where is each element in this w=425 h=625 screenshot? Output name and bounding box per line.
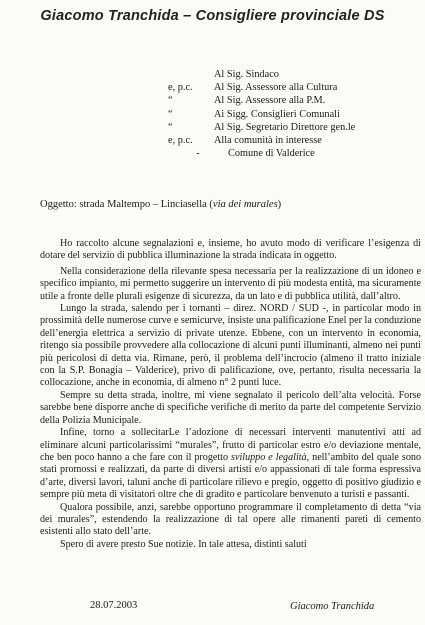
paragraph: [40, 427, 421, 501]
subject-close: ): [277, 199, 282, 210]
recipient-name: Al Sig. Sindaco: [214, 69, 279, 80]
paragraph: Sempre su detta strada, inoltre, mi viene segnalato il pericolo dell’alta velocità. Forse sarebbe bene disporre anche di specifiche verifiche di merito da parte del competente Servizio della Polizia Municipale.: [40, 389, 421, 426]
recipient-row: [168, 81, 418, 94]
paragraph: Lungo la strada, salendo per i tornanti – direz. NORD / SUD -, in particolar modo in prossimità delle numerose curve e semicurve, insiste una palificazione Enel per la conduzione dell’energia elettrica a servizio di private utenze. Ebbene, con un intervento in economia, ritengo sia possibile provvedere alla collocazione di alcuni punti illuminanti, almeno nei punti più pericolosi di detta via. Rimane, però, il problema dell’incrocio (almeno il tratto iniziale con la S.P. Bonagia – Valderice), privo di palificazione, ove, pertanto, risulta necessaria la collocazione, anche in economia, di almeno n° 2 punti luce.: [40, 303, 421, 389]
recipient-row: [168, 121, 418, 134]
recipient-prefix: -: [196, 148, 200, 160]
recipient-name: Alla comunità in interesse: [214, 135, 322, 147]
recipient-name: Al Sig. Assessore alla Cultura: [214, 82, 338, 94]
recipient-name: Al Sig. Assessore alla P.M.: [214, 95, 326, 107]
paragraph-italic: sviluppo e legalità,: [231, 451, 310, 463]
paragraph-text: nell’ambito del quale sono stati promossi e realizzati, da parte di diversi artisti e/o appassionati di tale forma espressiva d’arte, diversi lavori, taluni anche di particolare rilievo e pregio, oggetto di positivo giudizio e sempre più meta di visitatori oltre che di gradito e particolare benvenuto a turisti e passanti.: [40, 451, 422, 501]
letter-date: 28.07.2003: [90, 600, 138, 611]
recipient-row: [168, 108, 418, 121]
recipient-row: [168, 94, 418, 107]
recipients-block: [168, 68, 418, 160]
recipient-prefix: e, p.c.: [168, 135, 193, 147]
recipient-name: Ai Sigg. Consiglieri Comunali: [214, 108, 340, 120]
recipient-row: [168, 134, 418, 147]
recipient-prefix: “: [168, 121, 173, 133]
subject-label: Oggetto: strada Maltempo – Linciasella (: [40, 199, 213, 210]
paragraph: Nella considerazione della rilevante spesa necessaria per la realizzazione di un idoneo e specifico impianto, mi permetto suggerire un intervento di più modesta entità, ma sicuramente utile a fronte delle plurali esigenze di sicurezza, da un lato e di pubblica utilità, dall’altro.: [40, 265, 421, 302]
paragraph: Qualora possibile, anzi, sarebbe opportuno programmare il completamento di detta “via dei murales”, estendendo la realizzazione di tal opere alle rimanenti pareti di cemento esistenti allo stato dell’arte.: [40, 501, 421, 538]
recipient-row: [168, 68, 418, 81]
recipient-prefix: “: [168, 95, 173, 107]
recipient-row: [168, 147, 418, 160]
signature: Giacomo Tranchida: [290, 601, 375, 612]
paragraph: Ho raccolto alcune segnalazioni e, insieme, ho avuto modo di verificare l’esigenza di dotare del servizio di pubblica illuminazione la strada indicata in oggetto.: [40, 238, 421, 262]
recipient-prefix: [168, 68, 214, 81]
recipient-prefix: e, p.c.: [168, 82, 193, 94]
subject-line: [40, 199, 281, 210]
letter-body: [40, 238, 421, 551]
recipient-name: Comune di Valderice: [228, 148, 315, 160]
subject-italic: via dei murales: [212, 199, 278, 210]
closing-line: Spero di avere presto Sue notizie. In tale attesa, distinti saluti: [60, 538, 307, 550]
recipient-prefix: “: [168, 108, 173, 120]
letterhead-title: Giacomo Tranchida – Consigliere provinciale DS: [40, 8, 385, 24]
paragraph-text: Infine, torno a sollecitarLe l’adozione di necessari interventi manutentivi atti ad eliminare alcuni particolarissimi “murales”, frutto di particolar estro e/o deviazione mentale, che ben poco hanno a che fare con il progetto: [40, 427, 421, 463]
recipient-name: Al Sig. Segretario Direttore gen.le: [214, 121, 356, 133]
